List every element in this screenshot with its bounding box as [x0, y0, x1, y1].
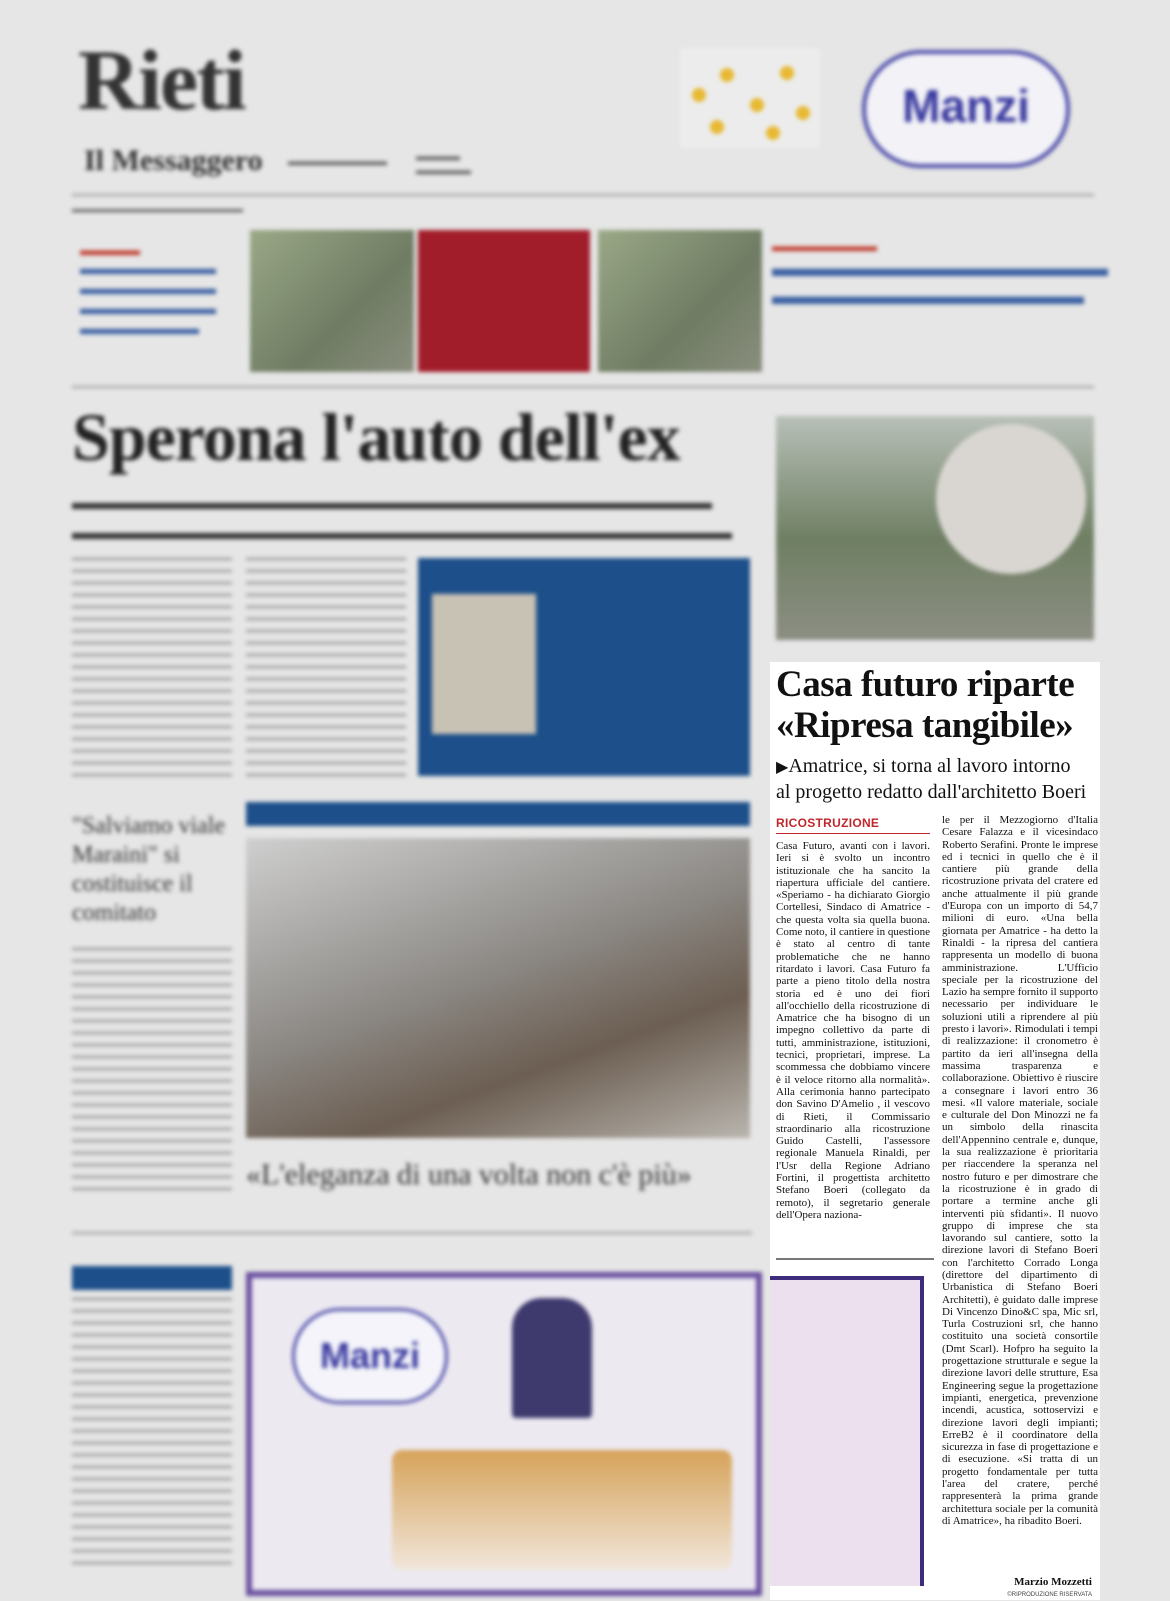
- left-side-text: [72, 948, 232, 1200]
- masthead-city: Rieti: [78, 32, 245, 128]
- article-deck-line2: al progetto redatto dall'architetto Boeri: [776, 781, 1087, 803]
- photo-quote: «L'eleganza di una volta non c'è più»: [246, 1158, 692, 1191]
- site-text: ▬▬▬▬▬▬▬▬▬: [288, 156, 387, 168]
- article-column-1: [776, 816, 930, 1221]
- article-deck: [776, 754, 1098, 805]
- article-title-line1: Casa futuro riparte: [776, 664, 1075, 705]
- lower-rule: [72, 1232, 752, 1234]
- article-title-line2: «Ripresa tangibile»: [776, 705, 1074, 746]
- teaser-photo-1: [250, 230, 414, 372]
- ad-logo: Manzi: [292, 1308, 448, 1404]
- lead-headline: Sperona l'auto dell'ex: [72, 399, 680, 475]
- section-rule: [72, 386, 1094, 388]
- teaser-4: ▬▬▬▬▬▬▬ ▬▬▬▬▬▬▬▬▬▬▬▬▬▬ ▬▬▬▬▬▬▬▬▬▬▬▬▬: [772, 238, 1108, 310]
- aerial-photo: [776, 416, 1094, 640]
- teaser-red-box: [418, 230, 590, 372]
- article-kicker: RICOSTRUZIONE: [776, 816, 930, 834]
- lead-deck: ▬▬▬▬▬▬▬▬▬▬▬▬▬▬▬▬▬▬▬▬▬▬▬▬▬▬▬▬▬▬▬▬ ▬▬▬▬▬▬▬▬▬▬▬▬▬▬▬▬▬▬▬▬▬▬▬▬▬▬▬▬▬▬▬▬▬: [72, 492, 732, 544]
- lead-text-col1: [72, 558, 232, 778]
- main-photo: [246, 838, 750, 1138]
- left-side-title: "Salviamo viale Maraini" si costituisce il comitato: [72, 813, 226, 926]
- article-column-2: [942, 814, 1098, 1527]
- lead-text-col2: [246, 558, 406, 778]
- article-title: [776, 664, 1098, 746]
- rights-reserved: ©RIPRODUZIONE RISERVATA: [1007, 1592, 1092, 1598]
- puzzle-graphic: [680, 48, 820, 148]
- article-body-col2: le per il Mezzogiorno d'Italia Cesare Falazza e il vicesindaco Roberto Serafini. Pronte le imprese ed i tecnici in quello che è il cantiere più grande della ricostruzione privata del cratere ed anche attualmente il più grande d'Europa con un importo di 54,7 milioni di euro. «Una bella giornata per Amatrice - ha detto la Rinaldi - la ripresa del cantiera rappresenta un modello di buona amministrazione. L'Ufficio speciale per la ricostruzione del Lazio ha sempre fornito il supporto necessario per individuare le soluzioni utili a riprendere al più presto i lavori». Rimodulati i tempi di realizzazione: il cronometro è partito da ieri all'insegna della massima trasparenza e collaborazione. Obiettivo è riuscire a consegnare i lavori entro 36 mesi. «Il valore materiale, sociale e culturale del Don Minozzi ne fa un simbolo della rinascita dell'Appennino centrale e, dunque, la sua realizzazione è prioritaria per riaccendere la speranza nel nostro futuro e per dimostrare che la ricostruzione è in grado di portare a termine anche gli interventi più sfidanti». Il nuovo gruppo di imprese che sta lavorando sul cantiere, sotto la direzione lavori di Stefano Boeri con l'architetto Corrado Longa (direttore del dipartimento di Urbanistica di Stefano Boeri Architetti), è guidato dalle imprese Di Vincenzo Dino&C spa, Mic srl, Turla Costruzioni srl, che hanno costituito una società consortile (Dmt Scarl). Hofpro ha seguito la progettazione strutturale e segue la direzione lavori delle strutture, Esa Engineering segue la progettazione impianti, energetica, prevenzione incendi, acustica, sottoservizi e direzione lavori degli impianti; ErreB2 è il coordinatore della sicurezza in fase di progettazione e di esecuzione. «Si tratta di un progetto fondamentale per tutta l'area del cratere, perché rappresenterà la prima grande architettura sociale per la comunità di Amatrice», ha ribadito Boeri.: [942, 814, 1098, 1527]
- article-casa-futuro: [770, 662, 1100, 1600]
- newspaper-logo: Il Messaggero: [84, 144, 263, 177]
- article-body-col1: Casa Futuro, avanti con i lavori. Ieri si è svolto un incontro istituzionale che ha sancito la riapertura ufficiale del cantiere. «Speriamo - ha dichiarato Giorgio Cortellesi, Sindaco di Amatrice - che questa volta sia quella buona. Come noto, il cantiere in questione è stato al centro di tante problematiche che ne hanno ritardato i lavori. Casa Futuro fa parte a pieno titolo della nostra storia ed è uno dei fiori all'occhiello della ricostruzione di Amatrice che ha bisogno di un impegno collettivo da parte di tutti, amministrazione, istituzioni, tecnici, proprietari, imprese. La scommessa che dobbiamo vincere è il veloce ritorno alla normalità». Alla cerimonia hanno partecipato don Savino D'Amelio , il vescovo di Rieti, il Commissario straordinario alla ricostruzione Guido Castelli, l'assessore regionale Manuela Rinaldi, per l'Usr della Regione Adriano Fortini, il progettista architetto Stefano Boeri (collegato da remoto), il segretario generale dell'Opera naziona-: [776, 840, 930, 1221]
- lower-left-banner: [72, 1266, 232, 1290]
- lower-left-text: [72, 1298, 232, 1568]
- triangle-bullet-icon: ▶: [776, 759, 789, 776]
- advertisement: [246, 1272, 762, 1596]
- article-byline: Marzio Mozzetti: [1014, 1576, 1092, 1588]
- section-banner: [246, 802, 750, 826]
- dateline: ▬▬▬▬ ▬▬▬▬▬: [416, 151, 471, 177]
- article-deck-line1: Amatrice, si torna al lavoro intorno: [788, 755, 1071, 777]
- redazione-line: ▬▬▬▬▬▬▬▬▬▬▬▬▬▬▬▬▬▬▬: [72, 204, 243, 214]
- teaser-1: ▬▬▬▬ ▬▬▬▬▬▬▬▬ ▬▬▬▬▬▬▬▬ ▬▬▬▬▬▬▬▬ ▬▬▬▬▬▬▬: [80, 242, 216, 338]
- teaser-photo-2: [598, 230, 762, 372]
- blue-box-story: [418, 558, 750, 776]
- article-divider: [776, 1258, 934, 1260]
- masthead-rule: [72, 194, 1094, 196]
- ad-fragment: [770, 1276, 924, 1586]
- sponsor-logo: Manzi: [862, 50, 1070, 168]
